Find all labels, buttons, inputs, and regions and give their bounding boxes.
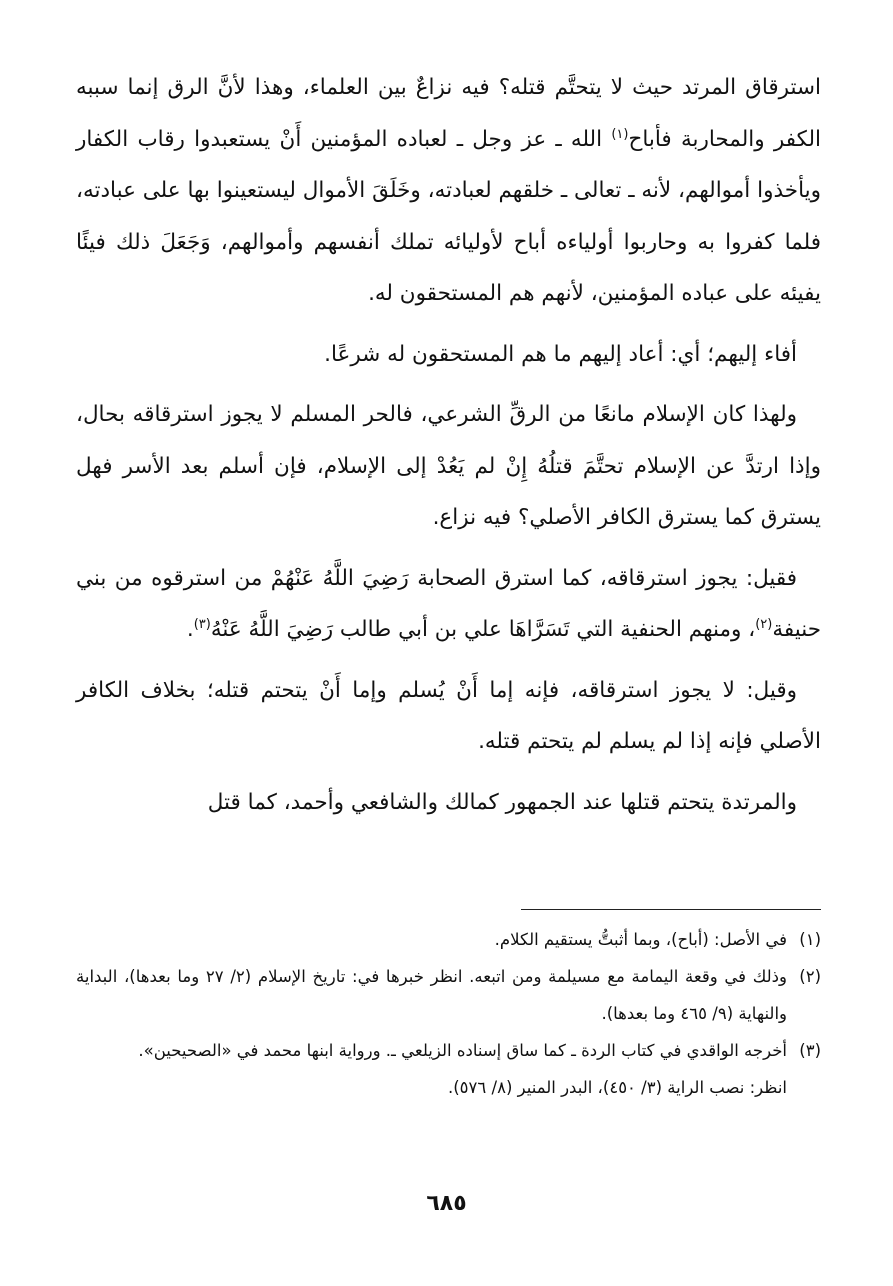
paragraph-1-text: استرقاق المرتد حيث لا يتحتَّم قتله؟ فيه نزاعٌ بين العلماء، وهذا لأنَّ الرق إنما سببه الكفر والمحاربة فأباح [76, 75, 821, 152]
paragraph-6 [76, 777, 821, 829]
footnote-2-text: وذلك في وقعة اليمامة مع مسيلمة ومن اتبعه. انظر خبرها في: تاريخ الإسلام (٢/ ٢٧ وما بعدها)، البداية والنهاية (٩/ ٤٦٥ وما بعدها). [76, 967, 787, 1023]
footnote-ref-2[interactable]: (٢) [755, 617, 773, 632]
footnote-1-number: (١) [799, 930, 821, 949]
footnote-3 [76, 1032, 821, 1069]
footnote-3-number: (٣) [799, 1041, 821, 1060]
paragraph-5 [76, 665, 821, 768]
paragraph-4-text: فقيل: يجوز استرقاقه، كما استرق الصحابة رَضِيَ اللَّهُ عَنْهُمْ من استرقوه من بني حنيفة [76, 565, 821, 642]
paragraph-2-text: أفاء إليهم؛ أي: أعاد إليهم ما هم المستحقون له شرعًا. [324, 341, 797, 367]
paragraph-2 [76, 329, 821, 381]
paragraph-3-text: ولهذا كان الإسلام مانعًا من الرقِّ الشرعي، فالحر المسلم لا يجوز استرقاقه بحال، وإذا ارتدَّ عن الإسلام تحتَّمَ قتلُهُ إِنْ لم يَعُدْ إلى الإسلام، فإن أسلم بعد الأسر فهل يسترق كما يسترق الكافر الأصلي؟ فيه نزاع. [76, 402, 821, 530]
footnote-2-number: (٢) [799, 967, 821, 986]
footnotes-section [76, 921, 821, 1106]
footnote-ref-1[interactable]: (١) [611, 126, 629, 142]
footnote-1 [76, 921, 821, 958]
main-text [76, 62, 821, 837]
footnote-separator [521, 909, 821, 910]
footnote-1-text: في الأصل: (أباح)، وبما أثبتُّ يستقيم الكلام. [494, 930, 787, 949]
paragraph-1 [76, 62, 821, 320]
paragraph-4-text-continued: ، ومنهم الحنفية التي تَسَرَّاهَا علي بن أبي طالب رَضِيَ اللَّهُ عَنْهُ [210, 617, 756, 642]
footnote-ref-3[interactable]: (٣) [193, 617, 211, 632]
paragraph-4 [76, 553, 821, 656]
paragraph-5-text: وقيل: لا يجوز استرقاقه، فإنه إما أَنْ يُسلم وإما أَنْ يتحتم قتله؛ بخلاف الكافر الأصلي فإنه إذا لم يسلم لم يتحتم قتله. [76, 677, 821, 754]
paragraph-4-text-end: . [186, 617, 194, 642]
footnote-2 [76, 958, 821, 1032]
paragraph-6-text: والمرتدة يتحتم قتلها عند الجمهور كمالك والشافعي وأحمد، كما قتل [207, 789, 797, 815]
paragraph-3 [76, 389, 821, 544]
footnote-3-text: أخرجه الواقدي في كتاب الردة ـ كما ساق إسناده الزيلعي ـ. ورواية ابنها محمد في «الصحيحين». [138, 1041, 787, 1060]
page-number: ٦٨٥ [426, 1191, 467, 1216]
paragraph-1-text-continued: الله ـ عز وجل ـ لعباده المؤمنين أَنْ يستعبدوا رقاب الكفار ويأخذوا أموالهم، لأنه ـ تعالى ـ خلقهم لعبادته، وخَلَقَ الأموال ليستعينوا بها على عبادته، فلما كفروا به وحاربوا أولياءه أباح لأوليائه تملك أنفسهم وأموالهم، وَجَعَلَ ذلك فيئًا يفيئه على عباده المؤمنين، لأنهم هم المستحقون له. [76, 126, 821, 306]
footnote-3-sources: انظر: نصب الراية (٣/ ٤٥٠)، البدر المنير (٨/ ٥٧٦). [447, 1078, 787, 1097]
